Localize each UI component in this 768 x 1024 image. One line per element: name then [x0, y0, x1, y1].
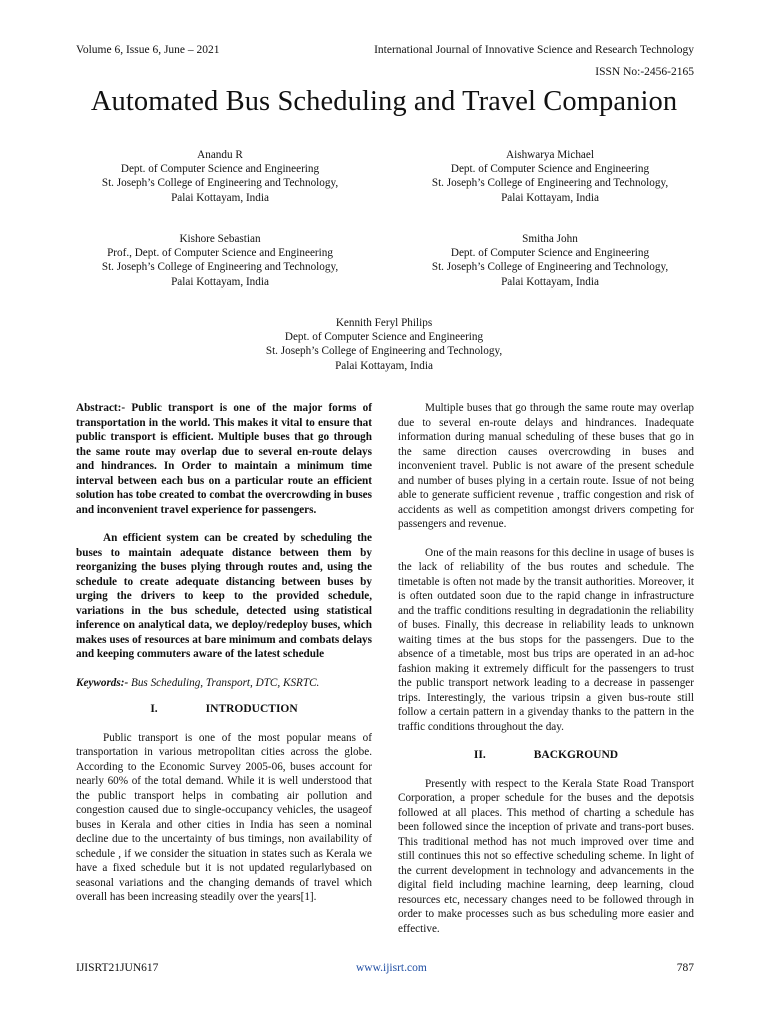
abstract-paragraph: An efficient system can be created by scheduling the buses to maintain adequate distance between them by reorganizing the buses plying through routes and, using the schedule to create adequate distancing between buses by urging the drivers to keep to the provided schedule, variations in the bus schedule, detected using statistical inference on analytical data, we deploy/redeploy buses, which makes uses of resources at bare minimum and combats delays and keeping commuters aware of the latest schedule [76, 532, 372, 660]
author-location: Palai Kottayam, India [171, 191, 269, 204]
footer-website-link[interactable]: www.ijisrt.com [356, 962, 427, 974]
author-dept: Dept. of Computer Science and Engineering [284, 331, 484, 344]
author-name: Kennith Feryl Philips [335, 317, 433, 329]
author-block [400, 232, 700, 289]
body-paragraph: One of the main reasons for this decline in usage of buses is the lack of reliability of the bus routes and schedule. The timetable is often not made by the transit authorities. Moreover, it is often outdated soon due to the rapid change in infrastructure and the traffic conditions resulting in degradationin the reliability of buses. Finally, this decrease in reliability leads to unknown waiting times at the bus stops for the passengers. Due to the absence of a timetable, most bus trips are operated in an ad-hoc fashion making it extremely difficult for the passengers to trust the public transport network leading to a decrease in passenger trips. Interestingly, the various tripsin a given bus-route still follow a certain pattern in a givenday thanks to the pattern in the traffic conditions throughout the day. [398, 546, 694, 733]
author-dept: Prof., Dept. of Computer Science and Engineering [107, 247, 333, 260]
section-number: I. [150, 703, 158, 715]
author-college: St. Joseph’s College of Engineering and Technology, [101, 177, 339, 190]
body-paragraph: Multiple buses that go through the same route may overlap due to several en-route delays and hindrances. Inadequate information during manual scheduling of these buses that go in the same direction causes overcrowding in buses and inconvenient travel. Public is not aware of the present schedule and number of buses plying in a certain route. Issue of not being able to generate sufficient revenue , traffic congestion and risk of accidents as well as competition amongst drivers competing for passengers and revenue. [398, 402, 694, 530]
section-heading [76, 702, 372, 717]
keywords-label: Keywords:- [76, 676, 129, 689]
body-paragraph: Presently with respect to the Kerala State Road Transport Corporation, a proper schedule for the buses and the depotsis followed at all places. This method of charting a schedule has been followed since the inception of private and trans-port buses. This traditional method has not much improved over time and still continues this not so effective scheduling scheme. In light of the current development in technology and advancements in the digital field including machine learning, deep learning, cloud resources etc, necessary changes need to be followed through in order to make processes such as bus scheduling more easier and effective. [398, 777, 694, 935]
left-column [76, 401, 372, 905]
author-block [400, 148, 700, 205]
author-college: St. Joseph’s College of Engineering and Technology, [431, 261, 669, 274]
header-journal: International Journal of Innovative Science and Research Technology [374, 44, 694, 56]
author-name: Smitha John [522, 233, 578, 245]
author-dept: Dept. of Computer Science and Engineering [120, 163, 320, 176]
author-block [70, 148, 370, 205]
author-block [70, 232, 370, 289]
author-location: Palai Kottayam, India [501, 275, 599, 288]
author-college: St. Joseph’s College of Engineering and Technology, [101, 261, 339, 274]
author-college: St. Joseph’s College of Engineering and Technology, [431, 177, 669, 190]
author-location: Palai Kottayam, India [171, 275, 269, 288]
header-volume: Volume 6, Issue 6, June – 2021 [76, 44, 220, 56]
author-name: Anandu R [197, 149, 243, 161]
header-issn: ISSN No:-2456-2165 [595, 66, 694, 78]
section-title: INTRODUCTION [205, 703, 298, 715]
body-paragraph: Public transport is one of the most popular means of transportation in various metropolitan cities across the globe. According to the Economic Survey 2005-06, buses account for nearly 60% of the total demand. While it is well understood that the public transport helps in combating air pollution and congestion caused due to single-occupancy vehicles, the usageof buses in Kerala and other cities in India has seen a nominal decline due to the uncertainty of bus timings, non availability of schedule , if we consider the situation in states such as Kerala we have a fixed schedule but it is not updated regularlybased on seasonal variations and the changing demands of travel which overall has been increasing steadily over the years[1]. [76, 731, 372, 903]
keywords [76, 676, 372, 691]
author-block [234, 316, 534, 373]
section-heading [398, 748, 694, 763]
author-location: Palai Kottayam, India [501, 191, 599, 204]
section-title: BACKGROUND [533, 749, 619, 761]
paper-title: Automated Bus Scheduling and Travel Companion [90, 86, 678, 117]
abstract-paragraph: Abstract:- Public transport is one of the major forms of transportation in the world. This makes it vital to ensure that public transport is efficient. Multiple buses that go through the same route may overlap due to several en-route delays and hindrances. In Order to maintain a minimum time interval between each bus on a particular route an efficient solution has tobe created to combat the overcrowding in buses and inconvenient travel experience for passengers. [76, 402, 372, 516]
author-dept: Dept. of Computer Science and Engineering [450, 247, 650, 260]
keywords-text: Bus Scheduling, Transport, DTC, KSRTC. [128, 676, 320, 689]
author-location: Palai Kottayam, India [335, 359, 433, 372]
author-name: Kishore Sebastian [179, 233, 261, 245]
right-column [398, 401, 694, 936]
author-dept: Dept. of Computer Science and Engineering [450, 163, 650, 176]
footer-code: IJISRT21JUN617 [76, 962, 159, 974]
author-college: St. Joseph’s College of Engineering and Technology, [265, 345, 503, 358]
page-number: 787 [676, 962, 694, 974]
author-name: Aishwarya Michael [506, 149, 594, 161]
section-number: II. [473, 749, 486, 761]
